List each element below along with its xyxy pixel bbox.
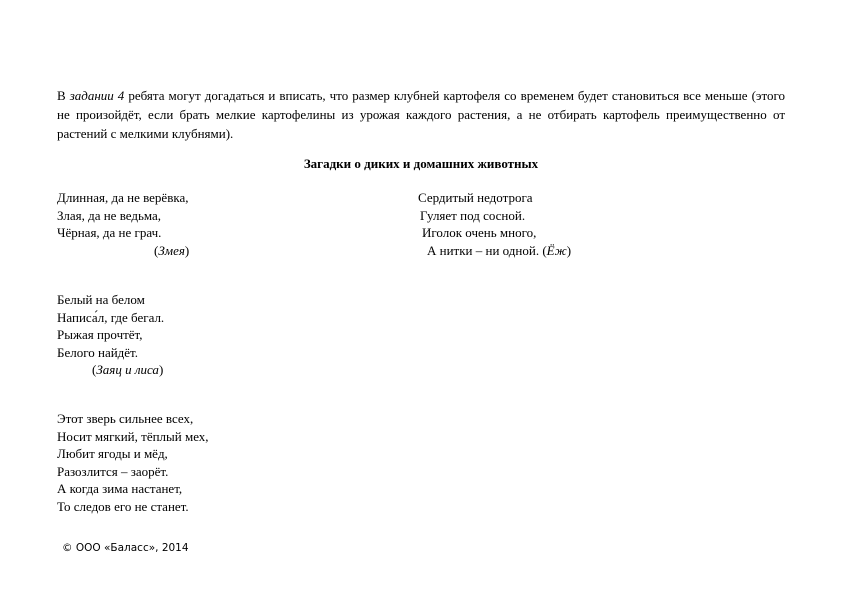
riddle-line: Белого найдёт. <box>57 344 139 360</box>
riddle-line: А когда зима настанет, <box>57 481 183 496</box>
riddle-answer: (Заяц и лиса) <box>92 362 164 377</box>
riddle-hare-fox <box>57 291 164 379</box>
riddle-bear <box>57 410 209 515</box>
riddle-line: Этот зверь сильнее всех, <box>57 411 194 426</box>
copyright-footer: © ООО «Баласс», 2014 <box>62 542 189 554</box>
intro-paragraph <box>57 86 785 143</box>
answer-text: Заяц и лиса <box>96 362 159 377</box>
riddle-snake <box>57 189 189 259</box>
riddle-line: Любит ягоды и мёд, <box>57 446 168 461</box>
riddle-line: Иголок очень много, <box>422 225 537 240</box>
riddle-line: Носит мягкий, тёплый мех, <box>57 428 209 444</box>
riddle-line: Сердитый недотрога <box>418 190 533 205</box>
riddle-line: Белый на белом <box>57 292 145 307</box>
riddle-line: Злая, да не ведьма, <box>57 207 162 223</box>
answer-text: Змея <box>158 242 185 258</box>
riddle-answer: А нитки – ни одной. (Ёж) <box>427 242 572 258</box>
answer-text: Ёж <box>546 242 567 258</box>
riddle-line: Написа́л, где бегал. <box>57 309 165 325</box>
intro-prefix: В <box>57 88 70 103</box>
riddle-line: Чёрная, да не грач. <box>57 225 162 240</box>
riddle-line: Длинная, да не верёвка, <box>57 190 189 205</box>
intro-text: ребята могут догадаться и вписать, что размер клубней картофеля со временем будет становиться все меньше (этого не произойдёт, если брать мелкие картофелины из урожая каждого растения, а не отбирать картофель преимущественно от растений с мелкими клубнями). <box>57 88 785 141</box>
riddle-line: Гуляет под сосной. <box>420 207 526 223</box>
riddle-line: Рыжая прочтёт, <box>57 327 143 342</box>
intro-italic: задании 4 <box>69 88 125 103</box>
section-heading: Загадки о диких и домашних животных <box>303 156 539 171</box>
riddle-answer: (Змея) <box>154 242 190 258</box>
riddle-hedgehog <box>417 189 571 259</box>
riddle-line: То следов его не станет. <box>57 498 189 514</box>
riddle-line: Разозлится – заорёт. <box>57 463 169 479</box>
